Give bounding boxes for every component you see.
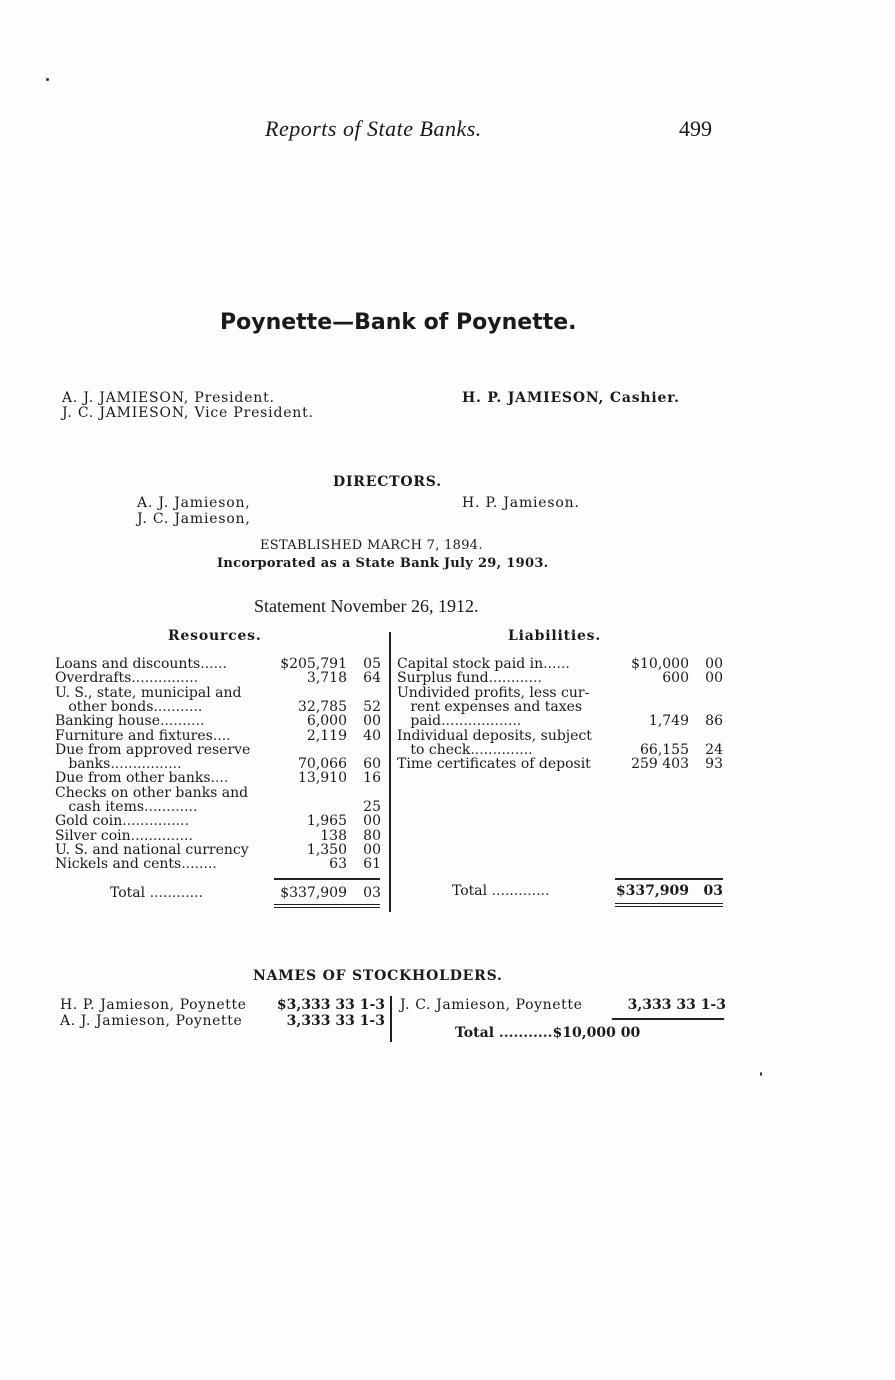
table-row xyxy=(55,843,385,857)
row-label-text: Overdrafts xyxy=(55,670,132,687)
row-label-text: Capital stock paid in xyxy=(397,656,544,672)
row-dollars: $205,791 xyxy=(280,656,347,672)
total-cents: 03 xyxy=(703,883,723,899)
row-leader: .............. xyxy=(130,827,193,844)
row-cents: 24 xyxy=(705,741,723,758)
resources-heading: Resources. xyxy=(168,628,262,644)
row-label-text: Nickels and cents xyxy=(55,856,182,873)
row-cents: 52 xyxy=(363,698,381,715)
row-label xyxy=(55,800,197,814)
row-label-text: Furniture and fixtures xyxy=(55,727,213,744)
liabilities-total-row xyxy=(452,884,727,898)
row-leader: ...... xyxy=(543,656,570,672)
row-dollars: 600 xyxy=(662,670,689,687)
table-row xyxy=(397,657,727,671)
row-cents: 86 xyxy=(705,713,723,730)
liabilities-total-rule xyxy=(615,878,723,880)
row-label-text: U. S., state, municipal and xyxy=(55,684,242,701)
row-label xyxy=(397,757,591,771)
total-dollars: $337,909 xyxy=(615,883,689,899)
stockholders-heading: NAMES OF STOCKHOLDERS. xyxy=(253,968,503,984)
row-label-text: Banking house xyxy=(55,713,160,730)
row-label xyxy=(55,786,248,800)
bank-title: Poynette—Bank of Poynette. xyxy=(220,310,577,335)
row-label xyxy=(55,729,231,743)
total-leader: ............. xyxy=(491,883,550,899)
row-dollars: 70,066 xyxy=(298,756,347,773)
row-label xyxy=(397,700,582,714)
row-cents: 00 xyxy=(363,813,381,830)
row-label xyxy=(397,729,592,743)
row-label xyxy=(55,657,227,671)
row-cents: 25 xyxy=(363,799,381,815)
liabilities-heading: Liabilities. xyxy=(508,628,602,644)
total-dollars: $337,909 xyxy=(280,885,347,901)
row-label xyxy=(55,771,228,785)
row-label xyxy=(55,829,193,843)
row-dollars: 13,910 xyxy=(298,770,347,787)
row-leader: ................ xyxy=(110,756,182,773)
stockholder-row xyxy=(400,998,726,1012)
stockholders-total-row xyxy=(455,1026,701,1040)
row-leader: ............ xyxy=(144,799,198,815)
resources-total-rule xyxy=(274,878,380,880)
row-label xyxy=(397,714,521,728)
row-label-text: Due from approved reserve xyxy=(55,741,251,758)
director-name: A. J. Jamieson, xyxy=(137,495,251,511)
row-label xyxy=(55,757,182,771)
row-leader: .................. xyxy=(441,713,522,730)
row-dollars: 1,965 xyxy=(306,813,347,830)
total-label: Total xyxy=(452,883,488,899)
table-row xyxy=(397,743,727,757)
row-dollars: 32,785 xyxy=(298,698,347,715)
row-label xyxy=(397,686,589,700)
stockholder-name: A. J. Jamieson, Poynette xyxy=(60,1013,243,1029)
row-cents: 16 xyxy=(363,770,381,787)
row-label xyxy=(55,843,249,857)
scan-speck xyxy=(46,78,49,81)
scan-speck xyxy=(760,1072,762,1076)
row-dollars: 259 403 xyxy=(631,756,689,773)
resources-double-rule xyxy=(274,904,380,908)
row-dollars: 63 xyxy=(329,856,347,873)
liabilities-double-rule xyxy=(615,903,723,907)
table-row xyxy=(397,729,727,743)
statement-title: Statement November 26, 1912. xyxy=(254,596,479,616)
stockholder-amount: 3,333 33 1-3 xyxy=(286,1013,385,1029)
row-dollars: 138 xyxy=(320,827,347,844)
director-name: J. C. Jamieson, xyxy=(137,511,251,527)
resources-total-row xyxy=(110,886,385,900)
row-leader: .............. xyxy=(470,741,533,758)
row-leader: .... xyxy=(210,770,229,787)
row-label-text: Checks on other banks and xyxy=(55,784,249,801)
total-leader: ............ xyxy=(149,885,203,901)
row-leader: ........... xyxy=(153,698,203,715)
table-row xyxy=(55,700,385,714)
stockholder-amount: $3,333 33 1-3 xyxy=(276,997,385,1013)
row-dollars: $10,000 xyxy=(631,656,689,672)
total-cents: 03 xyxy=(363,885,381,901)
row-label-text: cash items xyxy=(55,799,145,815)
row-leader: .... xyxy=(212,727,231,744)
stockholders-divider xyxy=(390,996,392,1042)
row-label xyxy=(55,743,250,757)
row-cents: 61 xyxy=(363,856,381,873)
table-row xyxy=(55,657,385,671)
row-label-text: Surplus fund xyxy=(397,670,489,687)
row-dollars: 3,718 xyxy=(306,670,347,687)
row-cents: 00 xyxy=(705,670,723,687)
row-leader: .......... xyxy=(159,713,205,730)
row-label-text: banks xyxy=(55,756,111,773)
row-dollars: 1,749 xyxy=(648,713,689,730)
stockholders-total-rule xyxy=(612,1018,724,1020)
officer-vice-president: J. C. JAMIESON, Vice President. xyxy=(62,405,314,421)
row-label xyxy=(55,814,189,828)
row-dollars: 6,000 xyxy=(306,713,347,730)
column-divider xyxy=(389,632,391,912)
table-row xyxy=(55,829,385,843)
row-cents: 64 xyxy=(363,670,381,687)
row-label-text: Individual deposits, subject xyxy=(397,727,592,744)
running-title: Reports of State Banks. xyxy=(265,116,482,141)
row-cents: 40 xyxy=(363,727,381,744)
row-label xyxy=(397,657,570,671)
row-cents: 93 xyxy=(705,756,723,773)
row-label xyxy=(397,743,533,757)
row-label xyxy=(55,671,198,685)
table-row xyxy=(397,671,727,685)
established-line: ESTABLISHED MARCH 7, 1894. xyxy=(260,538,483,553)
page-number: 499 xyxy=(679,116,712,141)
row-label-text: Due from other banks xyxy=(55,770,211,787)
table-row xyxy=(397,700,727,714)
row-label xyxy=(397,671,542,685)
row-cents: 60 xyxy=(363,756,381,773)
stockholder-amount: 3,333 33 1-3 xyxy=(627,997,726,1013)
row-leader: ............... xyxy=(131,670,199,687)
table-row xyxy=(55,786,385,800)
table-row xyxy=(397,757,727,771)
table-row xyxy=(55,671,385,685)
total-leader: ........... xyxy=(498,1025,553,1041)
stockholder-row xyxy=(60,1014,385,1028)
total-label: Total xyxy=(455,1025,495,1041)
row-dollars: 66,155 xyxy=(640,741,689,758)
table-row xyxy=(55,814,385,828)
table-row xyxy=(55,686,385,700)
row-cents: 05 xyxy=(363,656,381,672)
row-leader: ............ xyxy=(488,670,542,687)
row-label-text: U. S. and national currency xyxy=(55,841,249,858)
table-row xyxy=(55,757,385,771)
row-label-text: Undivided profits, less cur- xyxy=(397,684,590,701)
table-row xyxy=(55,800,385,814)
row-label-text: Silver coin xyxy=(55,827,131,844)
total-label: Total xyxy=(110,885,146,901)
row-cents: 80 xyxy=(363,827,381,844)
row-label-text: Loans and discounts xyxy=(55,656,201,672)
row-cents: 00 xyxy=(705,656,723,672)
row-label-text: paid xyxy=(397,713,442,730)
row-label xyxy=(55,686,242,700)
row-label-text: to check xyxy=(397,741,471,758)
row-label-text: Time certificates of deposit xyxy=(397,756,591,773)
stockholder-name: J. C. Jamieson, Poynette xyxy=(400,997,583,1013)
officer-president: A. J. JAMIESON, President. xyxy=(62,390,275,406)
row-dollars: 1,350 xyxy=(306,841,347,858)
row-cents: 00 xyxy=(363,713,381,730)
table-row xyxy=(55,714,385,728)
incorporated-line: Incorporated as a State Bank July 29, 1903. xyxy=(217,556,549,571)
row-label xyxy=(55,857,217,871)
row-label xyxy=(55,714,205,728)
row-label-text: other bonds xyxy=(55,698,154,715)
director-name: H. P. Jamieson. xyxy=(462,495,580,511)
stockholder-row xyxy=(60,998,385,1012)
table-row xyxy=(397,686,727,700)
row-label-text: Gold coin xyxy=(55,813,123,830)
table-row xyxy=(55,771,385,785)
row-label xyxy=(55,700,202,714)
directors-heading: DIRECTORS. xyxy=(333,474,442,490)
row-cents: 00 xyxy=(363,841,381,858)
table-row xyxy=(55,743,385,757)
table-row xyxy=(55,729,385,743)
table-row xyxy=(397,714,727,728)
row-leader: ............... xyxy=(122,813,190,830)
total-amount: $10,000 00 xyxy=(552,1025,641,1041)
table-row xyxy=(55,857,385,871)
row-label-text: rent expenses and taxes xyxy=(397,698,583,715)
row-dollars: 2,119 xyxy=(306,727,347,744)
row-leader: ...... xyxy=(200,656,227,672)
stockholder-name: H. P. Jamieson, Poynette xyxy=(60,997,247,1013)
row-leader: ........ xyxy=(181,856,217,873)
officer-cashier: H. P. JAMIESON, Cashier. xyxy=(462,390,680,406)
